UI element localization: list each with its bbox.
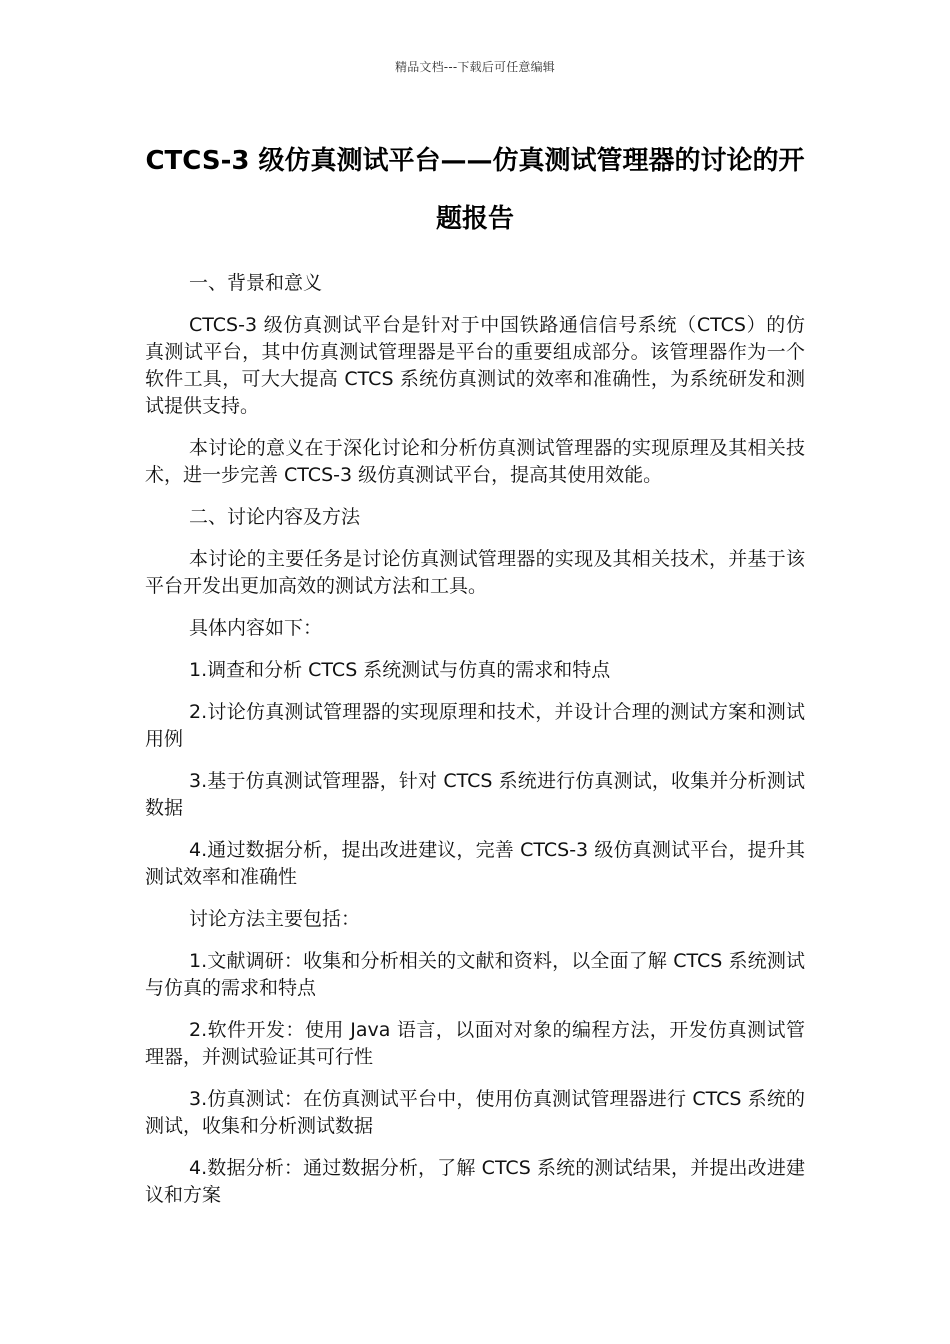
section-heading-content-method: 二、讨论内容及方法 <box>189 506 361 528</box>
list-item-content-2: 2.讨论仿真测试管理器的实现原理和技术，并设计合理的测试方案和测试用例 <box>145 701 805 750</box>
list-item-method-3: 3.仿真测试：在仿真测试平台中，使用仿真测试管理器进行 CTCS 系统的测试，收集和分析测试数据 <box>145 1088 805 1137</box>
list-item-content-3: 3.基于仿真测试管理器，针对 CTCS 系统进行仿真测试，收集并分析测试数据 <box>145 770 805 819</box>
paragraph-background-1: CTCS-3 级仿真测试平台是针对于中国铁路通信信号系统（CTCS）的仿真测试平台，其中仿真测试管理器是平台的重要组成部分。该管理器作为一个软件工具，可大大提高 CTCS 系统仿真测试的效率和准确性，为系统研发和测试提供支持。 <box>145 314 805 417</box>
list-item-content-4: 4.通过数据分析，提出改进建议，完善 CTCS-3 级仿真测试平台，提升其测试效率和准确性 <box>145 839 805 888</box>
section-heading-background: 一、背景和意义 <box>189 272 323 294</box>
header-note: 精品文档---下载后可任意编辑 <box>395 60 555 74</box>
paragraph-method-intro: 讨论方法主要包括： <box>189 908 361 930</box>
document-title: CTCS-3 级仿真测试平台——仿真测试管理器的讨论的开题报告 <box>145 146 805 234</box>
paragraph-content-intro: 具体内容如下： <box>189 617 323 639</box>
list-item-content-1: 1.调查和分析 CTCS 系统测试与仿真的需求和特点 <box>189 659 611 681</box>
list-item-method-1: 1.文献调研：收集和分析相关的文献和资料，以全面了解 CTCS 系统测试与仿真的需求和特点 <box>145 950 805 999</box>
list-item-method-2: 2.软件开发：使用 Java 语言，以面对对象的编程方法，开发仿真测试管理器，并测试验证其可行性 <box>145 1019 805 1068</box>
paragraph-background-2: 本讨论的意义在于深化讨论和分析仿真测试管理器的实现原理及其相关技术，进一步完善 CTCS-3 级仿真测试平台，提高其使用效能。 <box>145 437 805 486</box>
document-body <box>145 270 805 1224</box>
paragraph-main-task: 本讨论的主要任务是讨论仿真测试管理器的实现及其相关技术，并基于该平台开发出更加高效的测试方法和工具。 <box>145 548 805 597</box>
list-item-method-4: 4.数据分析：通过数据分析，了解 CTCS 系统的测试结果，并提出改进建议和方案 <box>145 1157 805 1206</box>
